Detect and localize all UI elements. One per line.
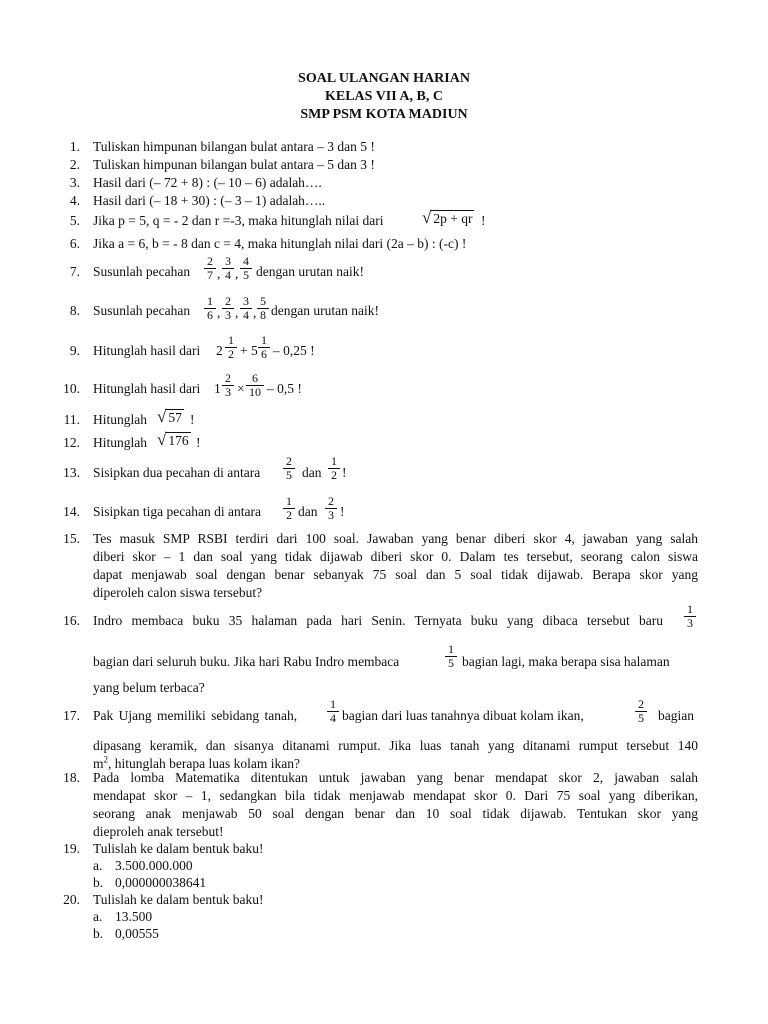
title-line-1: SOAL ULANGAN HARIAN [298,71,470,86]
question-9-number: 9. [69,343,80,358]
question-16-line-1: Indro membaca buku 35 halaman pada hari Senin. Ternyata buku yang dibaca tersebut baru [93,613,663,628]
unit-exponent: 2 [103,754,109,765]
question-9-operator: + 5 [240,343,258,358]
numerator: 1 [258,334,270,348]
question-20-option-b-label: b. [93,926,104,941]
question-20-option-a-label: a. [93,909,103,924]
question-8-text: Susunlah pecahan [93,303,191,318]
question-8-number: 8. [69,303,80,318]
question-12-end: ! [196,435,201,450]
question-17-text-b: bagian dari luas tanahnya dibuat kolam ikan, [342,708,584,723]
title-line-3: SMP PSM KOTA MADIUN [300,107,468,122]
question-18-line-1: Pada lomba Matematika ditentukan untuk jawaban yang benar mendapat skor 2, jawaban salah [93,770,698,785]
question-17-line-3-text: , hitunglah berapa luas kolam ikan? [108,756,300,771]
question-15-line-4: diperoleh calon siswa tersebut? [93,585,263,600]
denominator: 3 [225,308,231,322]
question-14-and: dan [298,504,318,519]
question-14-number: 14. [63,504,80,519]
numerator: 2 [325,495,337,509]
question-9-end: – 0,25 ! [273,343,315,358]
question-4-text: Hasil dari (– 18 + 30) : (– 3 – 1) adalah….. [93,193,326,208]
question-14-fraction-1 [283,495,295,522]
denominator: 5 [243,268,249,282]
question-16-fraction-1 [684,603,696,630]
denominator: 3 [225,385,231,399]
question-14-fraction-2 [325,495,337,522]
question-8-fraction-4 [257,295,269,322]
numerator: 3 [222,255,234,269]
question-8-fraction-2 [222,295,234,322]
question-20-option-b: 0,00555 [115,926,159,941]
question-15-line-3: dapat menjawab soal dengan benar sebanyak 75 soal dan 5 soal tidak dijawab. Berapa skor yang [93,567,698,582]
question-10-fraction-2 [246,372,264,399]
question-9-text: Hitunglah hasil dari [93,343,201,358]
question-9-fraction-2 [258,334,270,361]
question-13-and: dan [302,465,322,480]
question-19-number: 19. [63,841,80,856]
numerator: 3 [240,295,252,309]
question-15-line-1: Tes masuk SMP RSBI terdiri dari 100 soal. Jawaban yang benar diberi skor 4, jawaban yang salah [93,531,698,546]
numerator: 2 [635,698,647,712]
denominator: 5 [448,656,454,670]
question-16-line-2a: bagian dari seluruh buku. Jika hari Rabu Indro membaca [93,654,400,669]
denominator: 5 [638,711,644,725]
denominator: 6 [261,347,267,361]
question-11-radical [157,407,184,427]
numerator: 1 [225,334,237,348]
question-10-whole-1: 1 [214,381,221,396]
question-1-number: 1. [69,139,80,154]
question-19-option-a: 3.500.000.000 [115,858,193,873]
comma: , [217,305,221,320]
question-18-line-3: seorang anak menjawab 50 soal dengan benar dan 10 soal tidak dijawab. Tentukan skor yang [93,806,698,821]
denominator: 8 [260,308,266,322]
question-1-text: Tuliskan himpunan bilangan bulat antara – 3 dan 5 ! [93,139,375,154]
question-20-text: Tulislah ke dalam bentuk baku! [93,892,264,907]
question-2-number: 2. [69,157,80,172]
numerator: 2 [283,455,295,469]
denominator: 4 [225,268,231,282]
question-13-fraction-1 [283,455,295,482]
question-7-fraction-2 [222,255,234,282]
question-5-number: 5. [69,213,80,228]
denominator: 10 [249,385,261,399]
question-9-fraction-1 [225,334,237,361]
question-15-number: 15. [63,531,80,546]
question-4-number: 4. [69,193,80,208]
denominator: 3 [687,616,693,630]
question-19-option-b: 0,000000038641 [115,875,207,890]
denominator: 2 [331,468,337,482]
unit-m: m [93,756,104,771]
question-11-number: 11. [63,412,80,427]
question-17-text-a: Pak Ujang memiliki sebidang tanah, [93,708,298,723]
question-8-fraction-3 [240,295,252,322]
question-11-radicand: 57 [168,410,182,425]
question-16-fraction-2 [445,643,457,670]
comma: , [253,305,257,320]
question-13-fraction-2 [328,455,340,482]
question-9-whole-1: 2 [216,343,223,358]
question-7-fraction-3 [240,255,252,282]
numerator: 4 [240,255,252,269]
question-16-number: 16. [63,613,80,628]
question-20-option-a: 13.500 [115,909,153,924]
question-12-radicand: 176 [168,433,189,448]
denominator: 4 [243,308,249,322]
numerator: 1 [684,603,696,617]
question-7-text: Susunlah pecahan [93,264,191,279]
question-19-text: Tulislah ke dalam bentuk baku! [93,841,264,856]
question-3-text: Hasil dari (– 72 + 8) : (– 10 – 6) adalah…. [93,175,322,190]
sqrt-symbol: √ [157,407,167,426]
question-14-text: Sisipkan tiga pecahan di antara [93,504,261,519]
question-7-number: 7. [69,264,80,279]
question-20-number: 20. [63,892,80,907]
denominator: 6 [207,308,213,322]
question-7-end: dengan urutan naik! [256,264,364,279]
question-15-line-2: diberi skor – 1 dan soal yang tidak dijawab diberi skor 0. Dalam tes tersebut, seorang calon siswa [93,549,698,564]
numerator: 2 [222,372,234,386]
question-16-line-3: yang belum terbaca? [93,680,205,695]
numerator: 6 [246,372,264,386]
denominator: 5 [286,468,292,482]
question-13-end: ! [342,465,347,480]
question-6-number: 6. [69,236,80,251]
question-17-fraction-1 [327,698,339,725]
question-17-fraction-2 [635,698,647,725]
numerator: 1 [327,698,339,712]
numerator: 1 [283,495,295,509]
question-8-end: dengan urutan naik! [271,303,379,318]
question-17-line-2: dipasang keramik, dan sisanya ditanami rumput. Jika luas tanah yang ditanami rumput tersebut 140 [93,738,698,753]
numerator: 1 [445,643,457,657]
title-line-2: KELAS VII A, B, C [324,89,443,104]
question-5-text: Jika p = 5, q = - 2 dan r =-3, maka hitunglah nilai dari [93,213,384,228]
question-16-line-2b: bagian lagi, maka berapa sisa halaman [462,654,670,669]
question-10-operator: × [237,381,245,396]
comma: , [235,305,239,320]
question-5-radical [422,208,474,228]
question-19-option-b-label: b. [93,875,104,890]
comma: , [217,266,221,281]
question-17-number: 17. [63,708,80,723]
question-5-end: ! [481,213,486,228]
question-18-line-2: mendapat skor – 1, sedangkan bila tidak menjawab mendapat skor 0. Dari 75 soal yang diberikan, [93,788,698,803]
question-6-text: Jika a = 6, b = - 8 dan c = 4, maka hitunglah nilai dari (2a – b) : (-c) ! [93,236,467,251]
numerator: 1 [204,295,216,309]
question-10-fraction-1 [222,372,234,399]
question-13-text: Sisipkan dua pecahan di antara [93,465,261,480]
denominator: 7 [207,268,213,282]
question-17-text-c: bagian [658,708,694,723]
sqrt-symbol: √ [422,208,432,227]
numerator: 5 [257,295,269,309]
question-13-number: 13. [63,465,80,480]
question-10-text: Hitunglah hasil dari [93,381,201,396]
denominator: 4 [330,711,336,725]
question-11-end: ! [190,412,195,427]
question-12-number: 12. [63,435,80,450]
sqrt-symbol: √ [157,430,167,449]
question-18-number: 18. [63,770,80,785]
denominator: 3 [328,508,334,522]
question-3-number: 3. [69,175,80,190]
comma: , [235,266,239,281]
question-12-text: Hitunglah [93,435,147,450]
numerator: 1 [328,455,340,469]
question-11-text: Hitunglah [93,412,147,427]
question-8-fraction-1 [204,295,216,322]
question-19-option-a-label: a. [93,858,103,873]
denominator: 2 [286,508,292,522]
question-5-radicand: 2p + qr [433,211,473,226]
question-18-line-4: dieproleh anak tersebut! [93,824,224,839]
question-10-end: – 0,5 ! [267,381,302,396]
question-2-text: Tuliskan himpunan bilangan bulat antara – 5 dan 3 ! [93,157,375,172]
numerator: 2 [204,255,216,269]
question-7-fraction-1 [204,255,216,282]
numerator: 2 [222,295,234,309]
question-10-number: 10. [63,381,80,396]
question-14-end: ! [340,504,345,519]
question-12-radical [157,430,191,450]
denominator: 2 [228,347,234,361]
